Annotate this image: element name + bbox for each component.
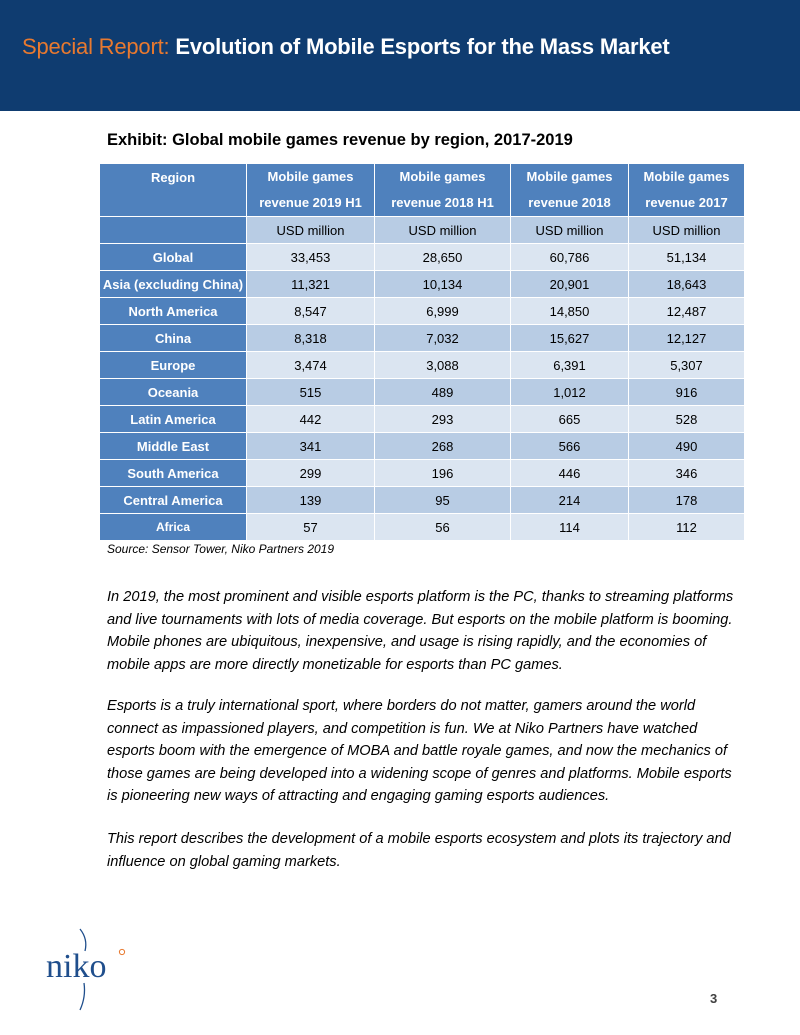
value-cell: 5,307 xyxy=(629,352,745,379)
value-cell: 12,127 xyxy=(629,325,745,352)
value-cell: 7,032 xyxy=(375,325,511,352)
value-cell: 51,134 xyxy=(629,244,745,271)
value-cell: 293 xyxy=(375,406,511,433)
region-cell: Africa xyxy=(100,514,247,541)
value-cell: 515 xyxy=(247,379,375,406)
region-cell: North America xyxy=(100,298,247,325)
units-blank-cell xyxy=(100,217,247,244)
value-cell: 3,088 xyxy=(375,352,511,379)
value-cell: 11,321 xyxy=(247,271,375,298)
table-row xyxy=(100,379,745,406)
report-title-main: Evolution of Mobile Esports for the Mass Market xyxy=(175,34,670,59)
value-cell: 490 xyxy=(629,433,745,460)
value-cell: 489 xyxy=(375,379,511,406)
value-cell: 268 xyxy=(375,433,511,460)
header-banner xyxy=(0,0,800,111)
unit-cell: USD million xyxy=(511,217,629,244)
value-cell: 665 xyxy=(511,406,629,433)
table-row xyxy=(100,271,745,298)
table-row xyxy=(100,514,745,541)
value-cell: 299 xyxy=(247,460,375,487)
value-cell: 916 xyxy=(629,379,745,406)
unit-cell: USD million xyxy=(247,217,375,244)
value-cell: 6,999 xyxy=(375,298,511,325)
value-cell: 12,487 xyxy=(629,298,745,325)
report-title-prefix: Special Report: xyxy=(22,34,170,59)
value-cell: 214 xyxy=(511,487,629,514)
region-cell: Middle East xyxy=(100,433,247,460)
column-header-region: Region xyxy=(100,164,247,217)
exhibit-title: Exhibit: Global mobile games revenue by region, 2017-2019 xyxy=(107,131,573,149)
value-cell: 1,012 xyxy=(511,379,629,406)
value-cell: 8,318 xyxy=(247,325,375,352)
column-header: Mobile games revenue 2018 xyxy=(511,164,629,217)
value-cell: 33,453 xyxy=(247,244,375,271)
table-row xyxy=(100,487,745,514)
value-cell: 95 xyxy=(375,487,511,514)
value-cell: 566 xyxy=(511,433,629,460)
value-cell: 341 xyxy=(247,433,375,460)
value-cell: 346 xyxy=(629,460,745,487)
table-header-row xyxy=(100,164,745,217)
region-cell: China xyxy=(100,325,247,352)
column-header: Mobile games revenue 2017 xyxy=(629,164,745,217)
table-row xyxy=(100,406,745,433)
page-number: 3 xyxy=(710,991,718,1006)
value-cell: 442 xyxy=(247,406,375,433)
value-cell: 28,650 xyxy=(375,244,511,271)
table-row xyxy=(100,298,745,325)
region-cell: Asia (excluding China) xyxy=(100,271,247,298)
value-cell: 20,901 xyxy=(511,271,629,298)
region-cell: Europe xyxy=(100,352,247,379)
value-cell: 178 xyxy=(629,487,745,514)
body-paragraph: Esports is a truly international sport, where borders do not matter, gamers around the world connect as impassioned players, and competition is fun. We at Niko Partners have watched esports boom with the emergence of MOBA and battle royale games, and now the mechanics of those games are being developed into a widening scope of genres and platforms. Mobile esports is pioneering new ways of attracting and engaging gaming esports audiences. xyxy=(107,698,732,804)
unit-cell: USD million xyxy=(375,217,511,244)
logo-text: niko xyxy=(46,948,107,985)
source-note: Source: Sensor Tower, Niko Partners 2019 xyxy=(107,542,335,556)
table-row xyxy=(100,244,745,271)
value-cell: 3,474 xyxy=(247,352,375,379)
table-row xyxy=(100,460,745,487)
value-cell: 14,850 xyxy=(511,298,629,325)
region-cell: Global xyxy=(100,244,247,271)
table-row xyxy=(100,325,745,352)
value-cell: 60,786 xyxy=(511,244,629,271)
value-cell: 57 xyxy=(247,514,375,541)
table-row xyxy=(100,352,745,379)
value-cell: 10,134 xyxy=(375,271,511,298)
value-cell: 139 xyxy=(247,487,375,514)
column-header: Mobile games revenue 2018 H1 xyxy=(375,164,511,217)
value-cell: 114 xyxy=(511,514,629,541)
revenue-table xyxy=(99,163,745,541)
value-cell: 56 xyxy=(375,514,511,541)
region-cell: South America xyxy=(100,460,247,487)
table-body xyxy=(100,244,745,541)
logo-swoosh-bottom xyxy=(80,983,85,1010)
body-paragraph: In 2019, the most prominent and visible esports platform is the PC, thanks to streaming platforms and live tournaments with lots of media coverage. But esports on the mobile platform is booming. Mobile phones are ubiquitous, inexpensive, and usage is rising rapidly, and the economies of mobile apps are more directly monetizable for esports than PC games. xyxy=(107,589,734,673)
column-header: Mobile games revenue 2019 H1 xyxy=(247,164,375,217)
body-paragraph: This report describes the development of a mobile esports ecosystem and plots its trajectory and influence on global gaming markets. xyxy=(107,831,731,870)
units-row xyxy=(100,217,745,244)
value-cell: 528 xyxy=(629,406,745,433)
value-cell: 18,643 xyxy=(629,271,745,298)
region-cell: Central America xyxy=(100,487,247,514)
region-cell: Oceania xyxy=(100,379,247,406)
logo-dot xyxy=(119,949,124,954)
unit-cell: USD million xyxy=(629,217,745,244)
value-cell: 196 xyxy=(375,460,511,487)
value-cell: 8,547 xyxy=(247,298,375,325)
value-cell: 446 xyxy=(511,460,629,487)
table-row xyxy=(100,433,745,460)
value-cell: 6,391 xyxy=(511,352,629,379)
value-cell: 15,627 xyxy=(511,325,629,352)
value-cell: 112 xyxy=(629,514,745,541)
niko-logo xyxy=(40,925,140,1015)
report-title xyxy=(22,34,670,60)
region-cell: Latin America xyxy=(100,406,247,433)
